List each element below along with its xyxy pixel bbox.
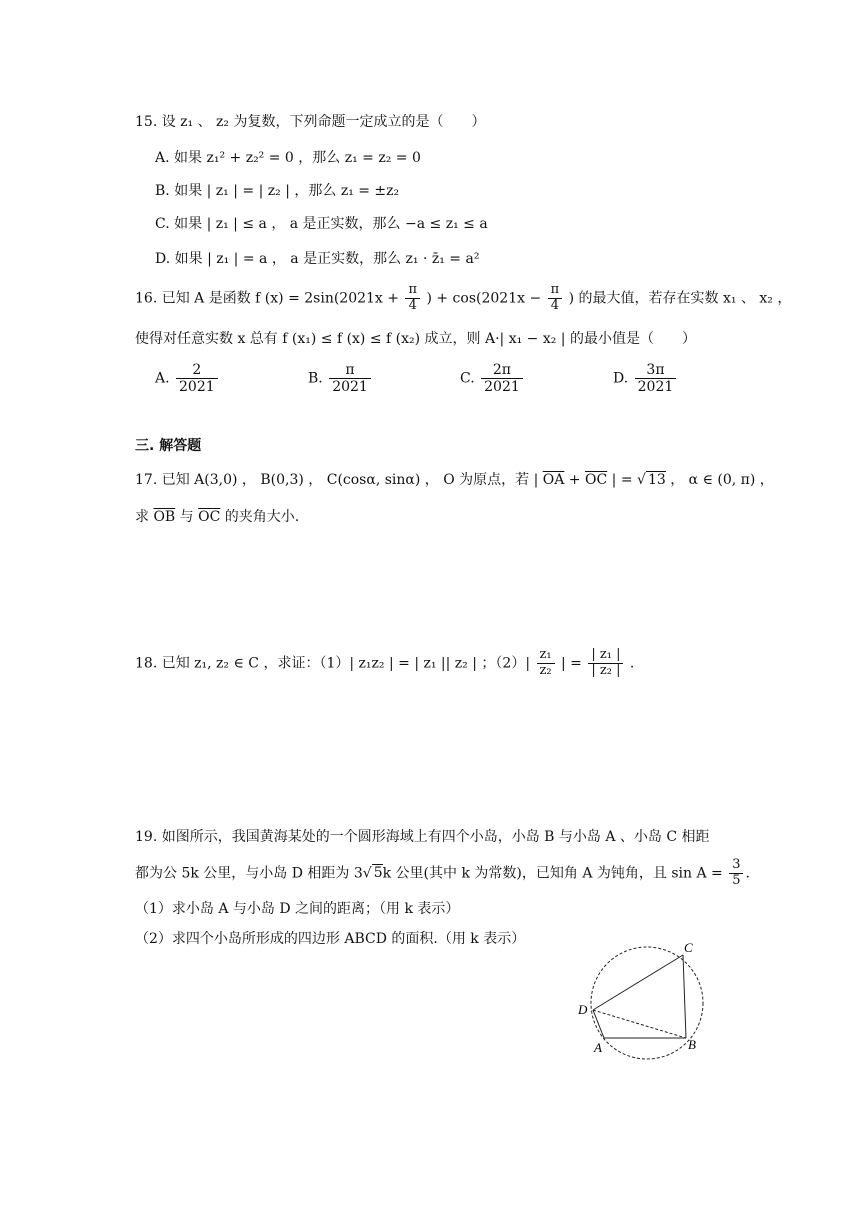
q19-frac-num: 3 bbox=[729, 858, 743, 874]
q19-sqrt-value: 5 bbox=[373, 865, 383, 882]
q16-choice-a bbox=[155, 362, 220, 395]
q16-stem-mid: ) + cos(2021x − bbox=[426, 290, 542, 307]
section-heading: 三. 解答题 bbox=[135, 438, 202, 454]
q18-frac-1-num: z₁ bbox=[537, 648, 555, 664]
q16-line2: 使得对任意实数 x 总有 f (x₁) ≤ f (x) ≤ f (x₂) 成立，则 A·| x₁ − x₂ | 的最小值是（ ） bbox=[135, 331, 696, 347]
q16-choice-a-label: A. bbox=[155, 370, 170, 387]
segment-db bbox=[593, 1010, 686, 1038]
q16-choice-a-num: 2 bbox=[176, 362, 218, 379]
q18-text-b: | = bbox=[561, 655, 582, 672]
q15-option-c: C. 如果 | z₁ | ≤ a ， a 是正实数，那么 −a ≤ z₁ ≤ a bbox=[155, 216, 488, 232]
q16-choice-a-den: 2021 bbox=[179, 379, 215, 396]
q17-line1-b: | = bbox=[607, 472, 638, 488]
q18-line bbox=[135, 648, 735, 679]
q17-vec-ob: $\overline{OB}$ bbox=[153, 509, 176, 525]
segment-dc bbox=[593, 955, 683, 1010]
q18-text-a: 18. 已知 z₁, z₂ ∈ C ，求证：（1）| z₁z₂ | = | z₁ || z₂ | ；（2）| bbox=[135, 655, 531, 672]
label-a: A bbox=[594, 1040, 602, 1055]
q17-vec-oa: $\overline{OA}$ bbox=[542, 472, 565, 488]
q17-line1-c: ， α ∈ (0, π) ， bbox=[665, 472, 774, 488]
q19-part1: （1）求小岛 A 与小岛 D 之间的距离；（用 k 表示） bbox=[135, 901, 460, 917]
q16-frac-2-den: 4 bbox=[550, 297, 560, 313]
q19-line2-a: 都为公 5k 公里，与小岛 D 相距为 3 bbox=[135, 865, 363, 882]
q19-line2-c: . bbox=[745, 865, 750, 882]
q16-frac-2-num: π bbox=[548, 283, 563, 299]
q16-stem bbox=[135, 282, 792, 314]
q18-frac-1-den: z₂ bbox=[539, 662, 552, 678]
q18-text-c: . bbox=[629, 655, 635, 672]
q15-option-a: A. 如果 z₁² + z₂² = 0 ，那么 z₁ = z₂ = 0 bbox=[155, 150, 421, 166]
q19-figure bbox=[570, 935, 720, 1060]
q16-choice-c-num: 2π bbox=[481, 362, 523, 379]
q16-frac-1 bbox=[405, 283, 420, 314]
q16-frac-2 bbox=[548, 283, 563, 314]
q19-frac bbox=[729, 858, 743, 889]
q17-vec-oc: $\overline{OC}$ bbox=[585, 472, 608, 488]
q17-sqrt-sign: √ bbox=[637, 472, 646, 488]
segment-da bbox=[593, 1010, 604, 1038]
q16-choice-b-num: π bbox=[329, 362, 371, 379]
q16-choice-b bbox=[308, 362, 373, 395]
q17-sqrt-value: 13 bbox=[647, 472, 666, 488]
q16-choice-d-num: 3π bbox=[635, 362, 677, 379]
q15-option-b: B. 如果 | z₁ | = | z₂ | ，那么 z₁ = ±z₂ bbox=[155, 183, 400, 199]
q17-line2-mid: 与 bbox=[175, 509, 199, 525]
q19-frac-den: 5 bbox=[732, 872, 741, 888]
q16-choice-b-frac bbox=[329, 362, 371, 395]
q17-line1-a: 17. 已知 A(3,0) ， B(0,3) ， C(cosα, sinα) ， O 为原点，若 | bbox=[135, 472, 543, 488]
q15-option-d: D. 如果 | z₁ | = a ， a 是正实数，那么 z₁ · z̄₁ = a² bbox=[155, 251, 480, 267]
q19-line1: 19. 如图所示，我国黄海某处的一个圆形海域上有四个小岛，小岛 B 与小岛 A 、小岛 C 相距 bbox=[135, 829, 710, 845]
q17-vec-oc-2: $\overline{OC}$ bbox=[198, 509, 221, 525]
q16-choice-a-frac bbox=[176, 362, 218, 395]
q18-frac-2 bbox=[588, 648, 623, 679]
label-c: C bbox=[684, 940, 693, 955]
q16-choice-b-den: 2021 bbox=[332, 379, 368, 396]
q16-choice-b-label: B. bbox=[308, 370, 323, 387]
q19-part2: （2）求四个小岛所形成的四边形 ABCD 的面积.（用 k 表示） bbox=[135, 931, 526, 947]
q16-choice-d-label: D. bbox=[613, 370, 629, 387]
q15-stem: 15. 设 z₁ 、 z₂ 为复数，下列命题一定成立的是（ ） bbox=[135, 114, 486, 130]
q16-choice-c-label: C. bbox=[460, 370, 475, 387]
q19-sqrt-sign: √ bbox=[362, 865, 372, 882]
q16-choice-d bbox=[613, 362, 678, 395]
figure-circle bbox=[591, 947, 703, 1059]
q16-frac-1-num: π bbox=[405, 283, 420, 299]
q16-choice-c-den: 2021 bbox=[484, 379, 520, 396]
q16-choice-d-den: 2021 bbox=[637, 379, 674, 396]
q17-line2-a: 求 bbox=[135, 509, 154, 525]
q16-choice-c-frac bbox=[481, 362, 523, 395]
q19-line2 bbox=[135, 857, 750, 889]
q17-line2 bbox=[135, 508, 735, 528]
q18-frac-1 bbox=[537, 648, 555, 679]
q16-stem-suffix: ) 的最大值，若存在实数 x₁ 、 x₂ ， bbox=[568, 290, 792, 307]
q16-frac-1-den: 4 bbox=[408, 297, 417, 313]
q16-choice-c bbox=[460, 362, 525, 395]
segment-cb bbox=[683, 955, 686, 1038]
q17-plus: + bbox=[564, 472, 585, 488]
q17-line2-b: 的夹角大小. bbox=[220, 509, 300, 525]
q16-choice-d-frac bbox=[635, 362, 677, 395]
q18-frac-2-num: | z₁ | bbox=[588, 648, 623, 664]
q16-stem-prefix: 16. 已知 A 是函数 f (x) = 2sin(2021x + bbox=[135, 290, 400, 307]
label-b: B bbox=[688, 1037, 696, 1052]
q19-line2-b: k 公里(其中 k 为常数)，已知角 A 为钝角，且 sin A = bbox=[382, 865, 723, 882]
q17-line1 bbox=[135, 471, 774, 491]
q18-frac-2-den: | z₂ | bbox=[591, 662, 621, 678]
label-d: D bbox=[578, 1002, 588, 1017]
